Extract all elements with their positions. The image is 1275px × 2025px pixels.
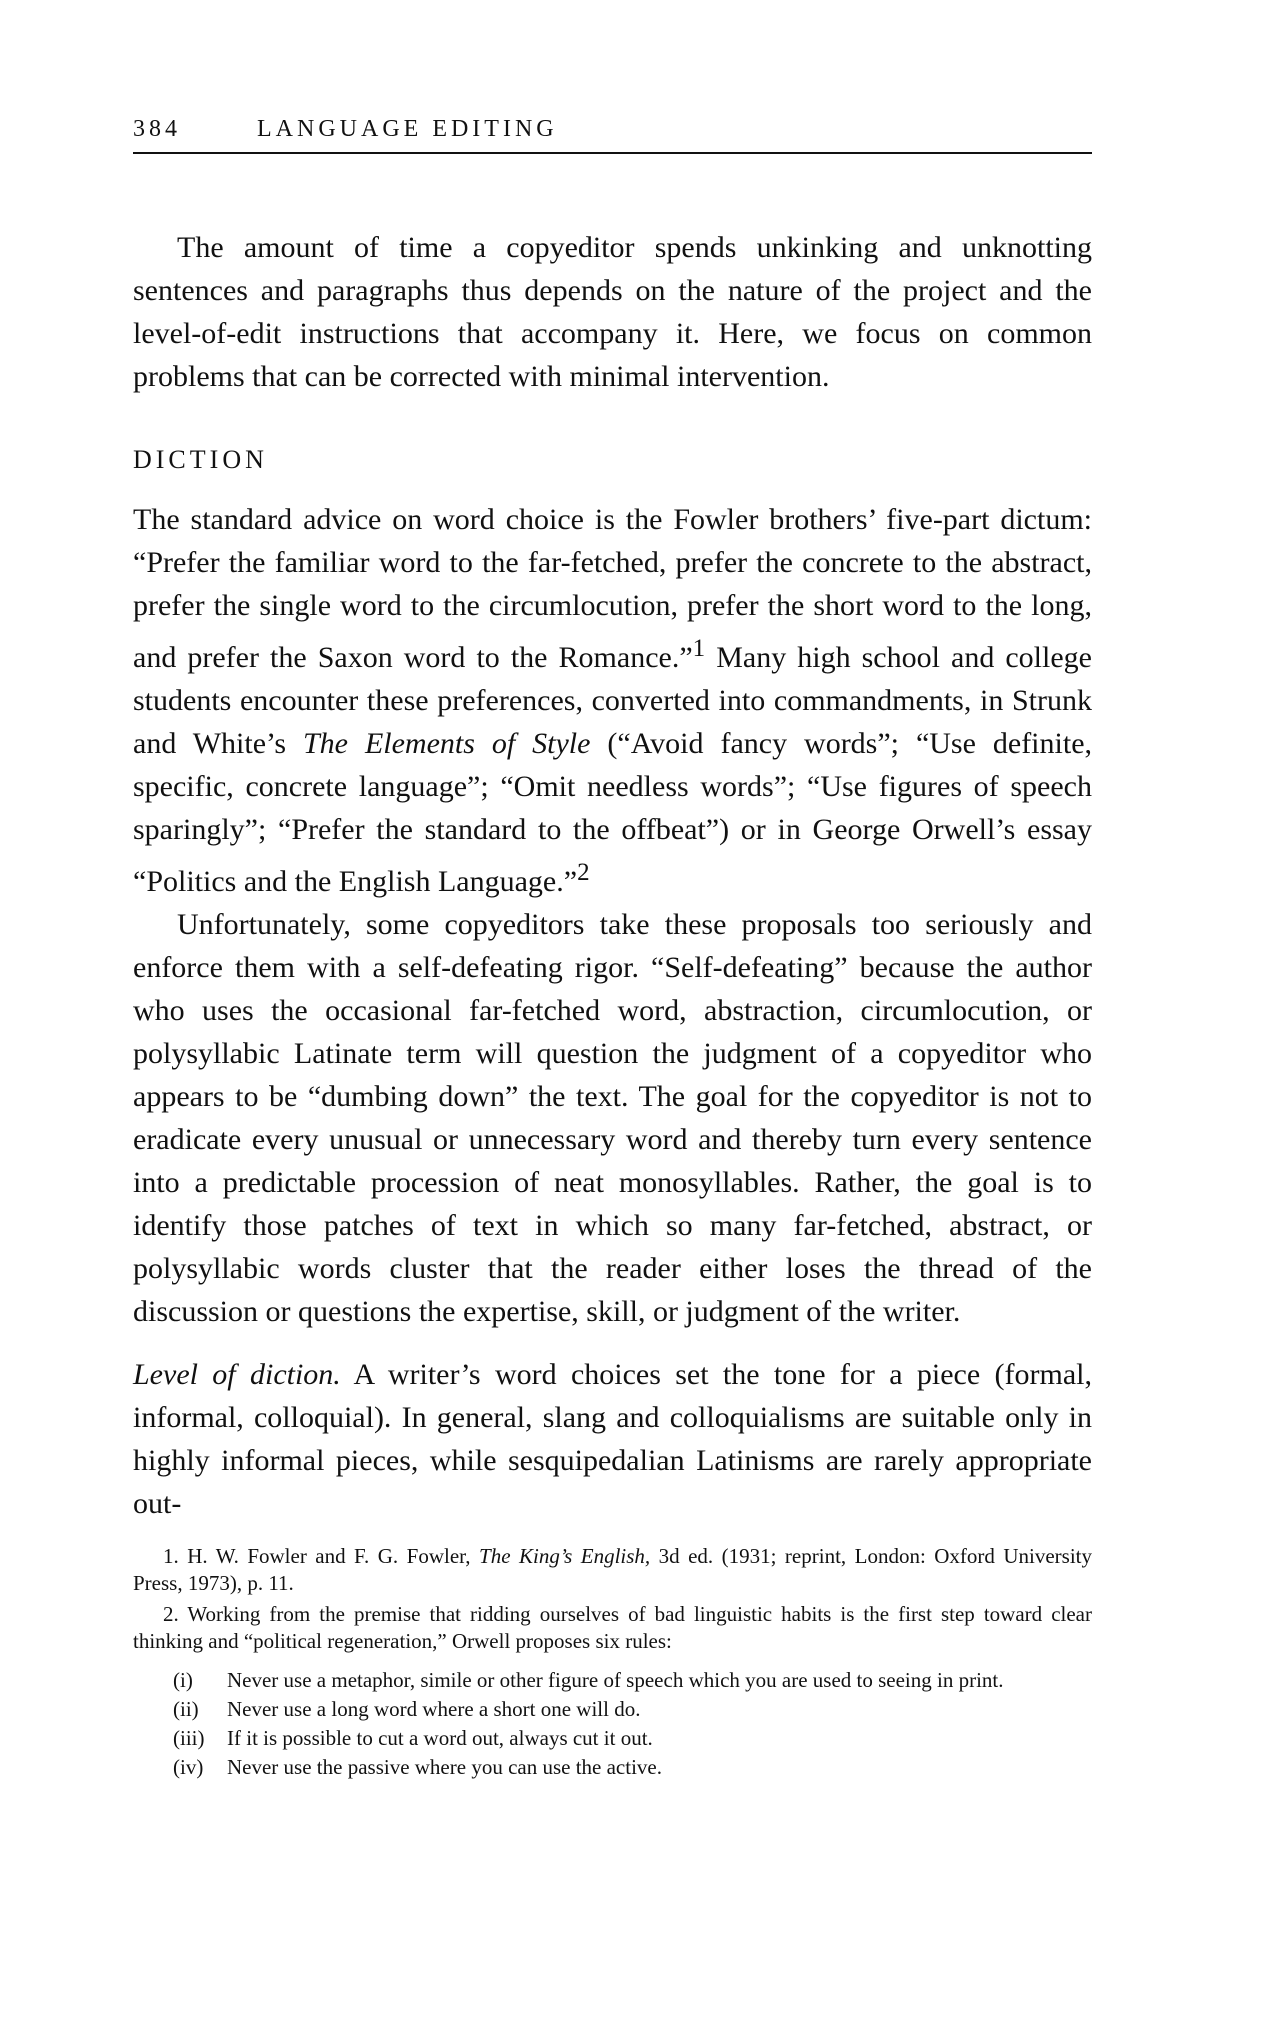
footnote-1-text: 1. H. W. Fowler and F. G. Fowler, [163, 1544, 480, 1568]
page-number: 384 [133, 116, 181, 142]
running-head [133, 110, 1092, 150]
orwell-rules-list [133, 1667, 1092, 1781]
running-head-title: LANGUAGE EDITING [257, 116, 558, 142]
dictum-text-part-2: Many high school and college students encounter these preferences, converted into commandments, in Strunk and White’s [133, 641, 1092, 760]
rule-text: Never use a metaphor, simile or other figure of speech which you are used to seeing in print. [227, 1668, 1004, 1692]
intro-paragraph: The amount of time a copyeditor spends unkinking and unknotting sentences and paragraphs thus depends on the nature of the project and the level-of-edit instructions that accompany it. Here, we focus on common problems that can be corrected with minimal intervention. [133, 231, 1092, 393]
level-of-diction-text: A writer’s word choices set the tone for a piece (formal, informal, colloquial). In general, slang and colloquialisms are suitable only in highly informal pieces, while sesquipedalian Latinisms are rarely appropriate out- [133, 1358, 1092, 1520]
rule-marker: (ii) [173, 1697, 199, 1721]
dictum-text-part-3: (“Avoid fancy words”; “Use definite, specific, concrete language”; “Omit needless words”; “Use figures of speech sparingly”; “Prefer the standard to the offbeat”) or in George Orwell’s essay “Politics and the English Language.” [133, 727, 1093, 898]
footnotes [133, 1543, 1092, 1783]
footnote-1-publication: 3d ed. (1931; reprint, London: Oxford University Press, 1973), p. 11. [133, 1544, 1093, 1595]
paragraph-level-of-diction [133, 1353, 1092, 1525]
book-title-elements-of-style: The Elements of Style [303, 727, 591, 760]
paragraph-self-defeating: Unfortunately, some copyeditors take these proposals too seriously and enforce them with a self-defeating rigor. “Self-defeating” because the author who uses the occasional far-fetched word, abstraction, circumlocution, or polysyllabic Latinate term will question the judgment of a copyeditor who appears to be “dumbing down” the text. The goal for the copyeditor is not to eradicate every unusual or unnecessary word and thereby turn every sentence into a predictable procession of neat monosyllables. Rather, the goal is to identify those patches of text in which so many far-fetched, abstract, or polysyllabic words cluster that the reader either loses the thread of the discussion or questions the expertise, skill, or judgment of the writer. [133, 908, 1092, 1328]
list-item [133, 1667, 1092, 1694]
rule-text: Never use the passive where you can use the active. [227, 1755, 662, 1779]
list-item [133, 1696, 1092, 1723]
footnote-1-book-title: The King’s English, [479, 1544, 651, 1568]
header-rule [133, 152, 1092, 154]
rule-text: Never use a long word where a short one will do. [227, 1697, 641, 1721]
footnote-2: 2. Working from the premise that ridding ourselves of bad linguistic habits is the first step toward clear thinking and “political regeneration,” Orwell proposes six rules: [133, 1602, 1092, 1653]
run-in-heading-level-of-diction: Level of diction. [133, 1358, 341, 1391]
rule-marker: (iv) [173, 1755, 204, 1779]
rule-marker: (i) [173, 1668, 193, 1692]
footnote-ref-1: 1 [692, 635, 706, 662]
list-item [133, 1754, 1092, 1781]
section-heading-diction: DICTION [133, 445, 268, 474]
main-text [133, 226, 1092, 1525]
footnote-ref-2: 2 [577, 859, 590, 886]
rule-text: If it is possible to cut a word out, always cut it out. [227, 1726, 653, 1750]
footnote-1 [133, 1543, 1092, 1597]
rule-marker: (iii) [173, 1726, 205, 1750]
dictum-text-part-1: The standard advice on word choice is the Fowler brothers’ five-part dictum: “Prefer the familiar word to the far-fetched, prefer the concrete to the abstract, prefer the single word to the circumlocution, prefer the short word to the long, and prefer the Saxon word to the Romance.” [133, 503, 1092, 674]
paragraph-diction-dictum [133, 498, 1092, 903]
list-item [133, 1725, 1092, 1752]
